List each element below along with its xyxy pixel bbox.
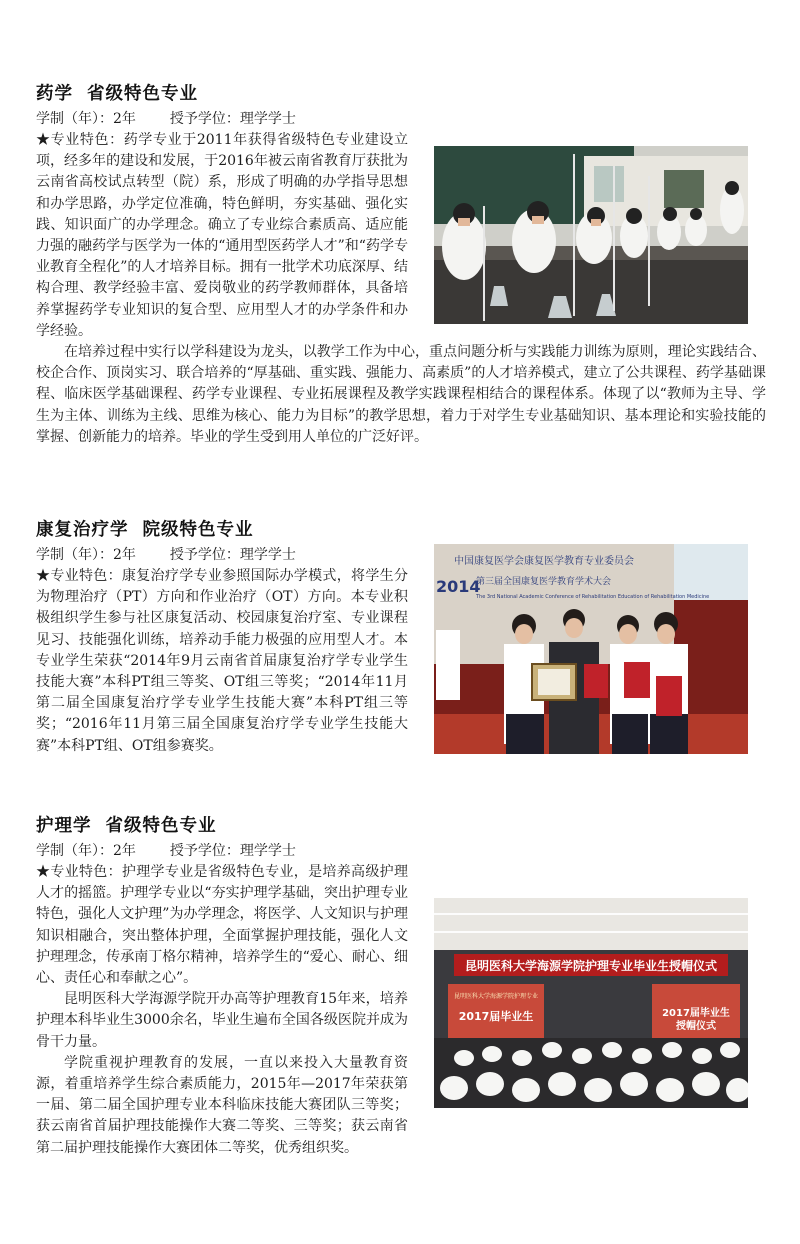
major-level: 省级特色专业 [105,816,217,836]
major-level: 院级特色专业 [142,520,254,540]
banner-line-1: 中国康复医学会康复医学教育专业委员会 [454,556,634,567]
major-name: 康复治疗学 [36,520,129,540]
duration-label: 学制（年）： [36,843,113,859]
ceremony-image [434,898,748,1108]
screen-right-main: 2017届毕业生授帽仪式 [662,1008,730,1032]
screen-left-main: 2017届毕业生 [458,1010,534,1023]
lab-image [434,146,748,324]
section-title [36,812,766,837]
duration-label: 学制（年）： [36,111,113,127]
section-title [36,80,766,105]
degree-value: 理学学士 [239,843,296,859]
rehab-award-photo [434,544,748,754]
ceremony-banner: 昆明医科大学海源学院护理专业毕业生授帽仪式 [464,959,718,973]
award-image [434,544,748,754]
awards-paragraph: 学院重视护理教育的发展，一直以来投入大量教育资源，着重培养学生综合素质能力，2015年—2017年荣获第一届、第二届全国护理专业本科临床技能大赛团队三等奖；获云南省首届护理技能操作大赛二等奖、三等奖；获云南省第二届护理技能操作大赛团体二等奖，优秀组织奖。 [36,1054,408,1156]
duration-value: 2年 [113,111,136,127]
degree-label: 授予学位： [169,843,240,859]
feature-paragraph: ★专业特色：药学专业于2011年获得省级特色专业建设立项，经多年的建设和发展，于2016年被云南省教育厅获批为云南省高校试点转型（院）系，形成了明确的办学指导思想和办学思路，办学定位准确，特色鲜明，夯实基础、强化实践、知识面广的办学理念。确立了专业综合素质高、适应能力强的融药学与医学为一体的“通用型医药学人才”和“药学专业教育全程化”的人才培养目标。拥有一批学术功底深厚、结构合理、教学经验丰富、爱岗敬业的药学教师群体，具备培养掌握药学专业知识的复合型、应用型人才的办学条件和办学经验。 [36,132,408,339]
banner-line-2: 第三届全国康复医学教育学术大会 [476,577,612,587]
major-name: 护理学 [36,816,92,836]
duration-value: 2年 [113,547,136,563]
degree-value: 理学学士 [239,111,296,127]
meta-line [36,109,766,130]
meta-line [36,841,766,862]
degree-label: 授予学位： [169,547,240,563]
history-paragraph: 昆明医科大学海源学院开办高等护理教育15年来，培养护理本科毕业生3000余名，毕业生遍布全国各级医院并成为骨干力量。 [36,991,408,1050]
training-paragraph: 在培养过程中实行以学科建设为龙头，以教学工作为中心，重点问题分析与实践能力训练为原则，理论实践结合、校企合作、顶岗实习、联合培养的“厚基础、重实践、强能力、高素质”的人才培养模式，建立了公共课程、药学基础课程、临床医学基础课程、药学专业课程、专业拓展课程及教学实践课程相结合的课程体系。体现了以“教师为主导、学生为主体、训练为主线、思维为核心、能力为目标”的教学思想，着力于对学生专业基础知识、基本理论和实验技能的掌握、创新能力的培养。毕业的学生受到用人单位的广泛好评。 [36,344,766,445]
degree-value: 理学学士 [239,547,296,563]
section-title [36,516,766,541]
duration-value: 2年 [113,843,136,859]
banner-english: The 3rd National Academic Conference of Rehabilitation Education of Rehabilitation Medicine [476,594,710,600]
pharmacy-lab-photo [434,146,748,324]
degree-label: 授予学位： [169,111,240,127]
nursing-ceremony-photo [434,898,748,1108]
feature-paragraph: ★专业特色：护理学专业是省级特色专业，是培养高级护理人才的摇篮。护理学专业以“夯实护理学基础，突出护理专业特色，强化人文护理”为办学理念，将医学、人文知识与护理知识相融合，突出整体护理，全面掌握护理技能，强化人文护理理念，传承南丁格尔精神，培养学生的“爱心、耐心、细心、责任心和奉献之心”。 [36,864,408,987]
duration-label: 学制（年）： [36,547,113,563]
screen-left-top: 昆明医科大学海源学院护理专业 [453,993,539,1000]
banner-year: 2014 [436,577,481,596]
major-level: 省级特色专业 [87,84,198,104]
major-name: 药学 [36,84,73,104]
feature-paragraph: ★专业特色：康复治疗学专业参照国际办学模式，将学生分为物理治疗（PT）方向和作业治疗（OT）方向。本专业积极组织学生参与社区康复活动、校园康复治疗室、专业课程见习、技能强化训练，培养动手能力极强的应用型人才。本专业学生荣获“2014年9月云南省首届康复治疗学专业学生技能大赛”本科PT组三等奖、OT组三等奖；“2014年11月第二届全国康复治疗学专业学生技能大赛”本科PT组三等奖；“2016年11月第三届全国康复治疗学专业学生技能大赛”本科PT组、OT组参赛奖。 [36,568,408,754]
